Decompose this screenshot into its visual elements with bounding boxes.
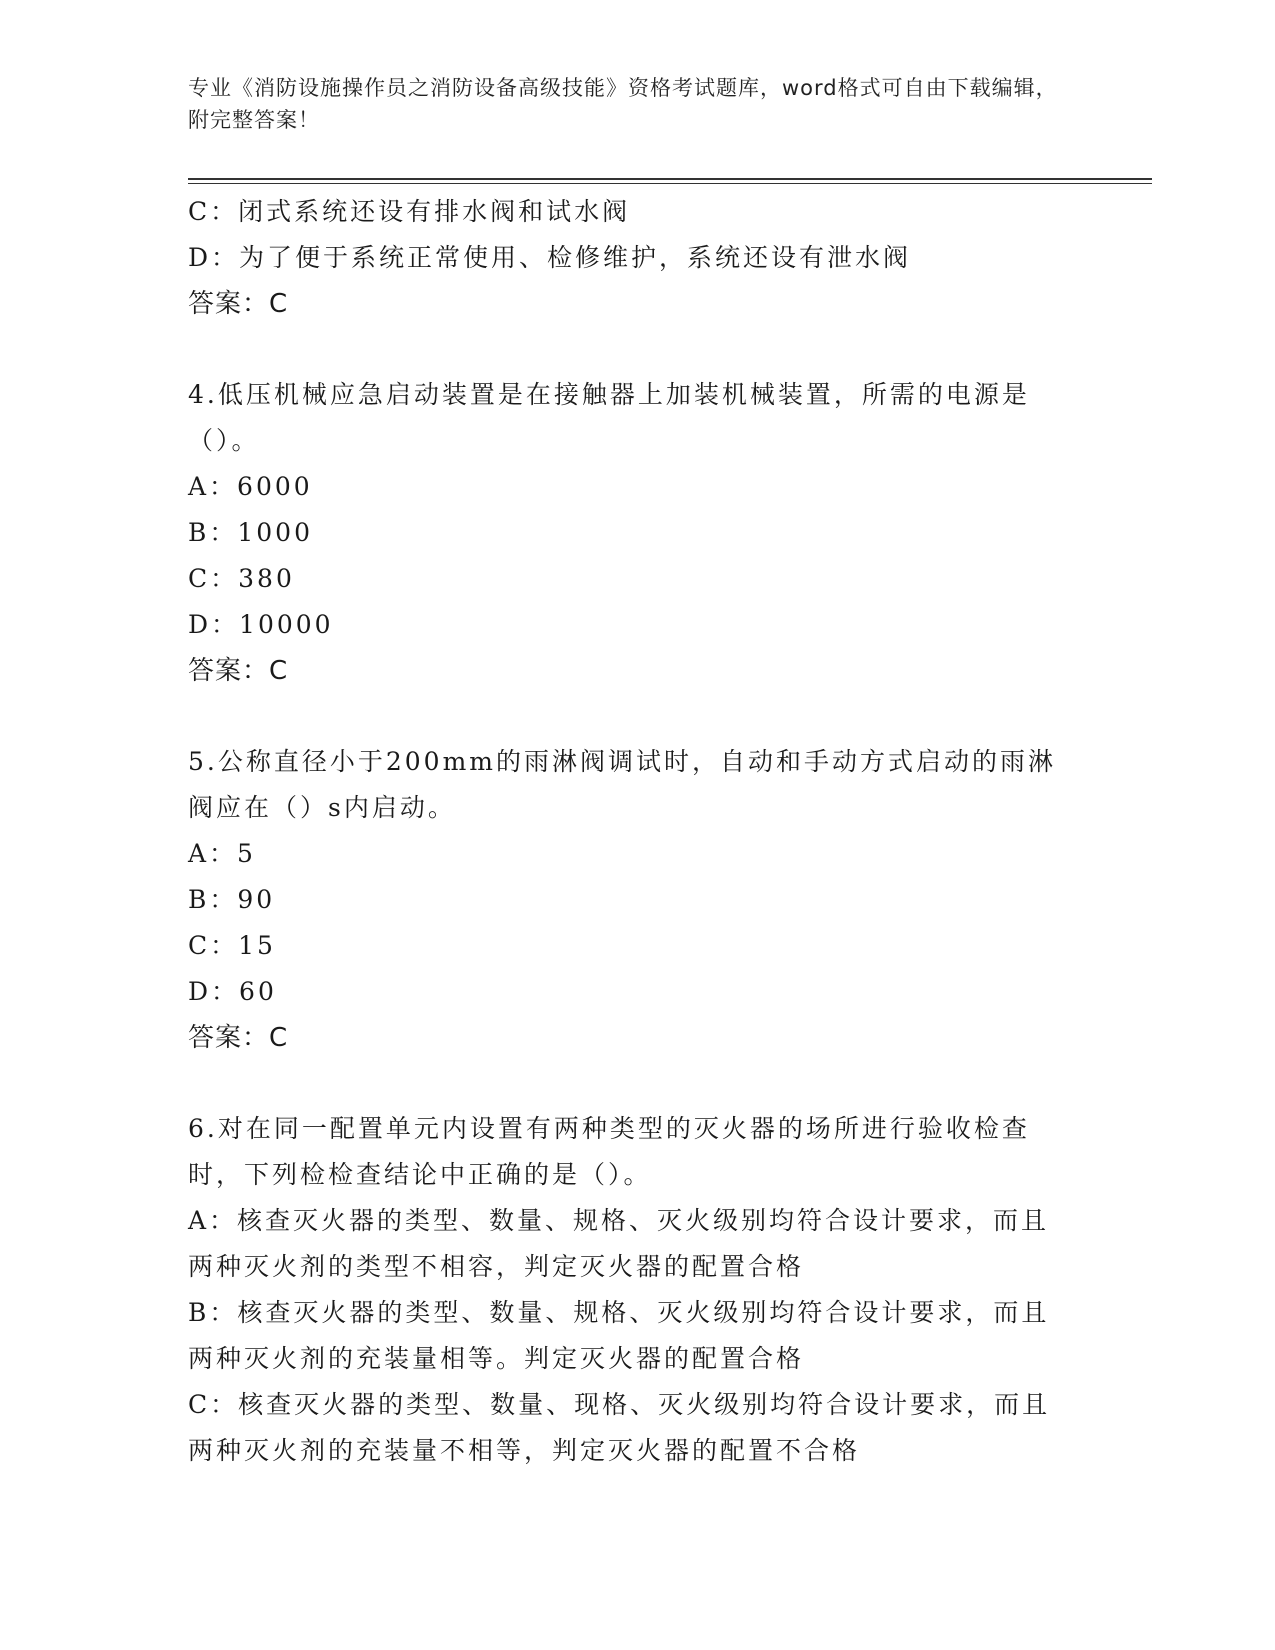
option-b: B：90 bbox=[188, 885, 276, 914]
question-stem: 6.对在同一配置单元内设置有两种类型的灭火器的场所进行验收检查时，下列检检查结论中正确的是（）。 bbox=[188, 1114, 1030, 1189]
question-stem: 4.低压机械应急启动装置是在接触器上加装机械装置，所需的电源是（）。 bbox=[188, 380, 1030, 455]
answer-line: 答案：C bbox=[188, 1023, 289, 1053]
question-5 bbox=[188, 739, 1068, 1061]
option-d: D：为了便于系统正常使用、检修维护，系统还设有泄水阀 bbox=[188, 243, 912, 272]
option-c: C：15 bbox=[188, 931, 276, 960]
option-a: A：6000 bbox=[188, 472, 313, 501]
option-c: C：闭式系统还设有排水阀和试水阀 bbox=[188, 197, 631, 226]
question-stem: 5.公称直径小于200mm的雨淋阀调试时，自动和手动方式启动的雨淋阀应在（）s内启动。 bbox=[188, 747, 1056, 822]
option-a: A：核查灭火器的类型、数量、规格、灭火级别均符合设计要求，而且两种灭火剂的类型不相容，判定灭火器的配置合格 bbox=[188, 1206, 1050, 1281]
document-content bbox=[188, 189, 1068, 1474]
option-d: D：10000 bbox=[188, 610, 334, 639]
option-c: C：380 bbox=[188, 564, 295, 593]
option-c: C：核查灭火器的类型、数量、现格、灭火级别均符合设计要求，而且两种灭火剂的充装量不相等，判定灭火器的配置不合格 bbox=[188, 1390, 1051, 1465]
previous-question-tail bbox=[188, 189, 1068, 327]
option-a: A：5 bbox=[188, 839, 256, 868]
option-d: D：60 bbox=[188, 977, 277, 1006]
header-divider-thick bbox=[188, 178, 1152, 180]
page-header: 专业《消防设施操作员之消防设备高级技能》资格考试题库，word格式可自由下载编辑，附完整答案！ bbox=[188, 76, 1058, 132]
answer-line: 答案：C bbox=[188, 289, 289, 319]
question-6 bbox=[188, 1106, 1068, 1474]
header-divider-thin bbox=[188, 183, 1152, 184]
answer-line: 答案：C bbox=[188, 656, 289, 686]
option-b: B：1000 bbox=[188, 518, 313, 547]
question-4 bbox=[188, 372, 1068, 694]
option-b: B：核查灭火器的类型、数量、规格、灭火级别均符合设计要求，而且两种灭火剂的充装量相等。判定灭火器的配置合格 bbox=[188, 1298, 1050, 1373]
